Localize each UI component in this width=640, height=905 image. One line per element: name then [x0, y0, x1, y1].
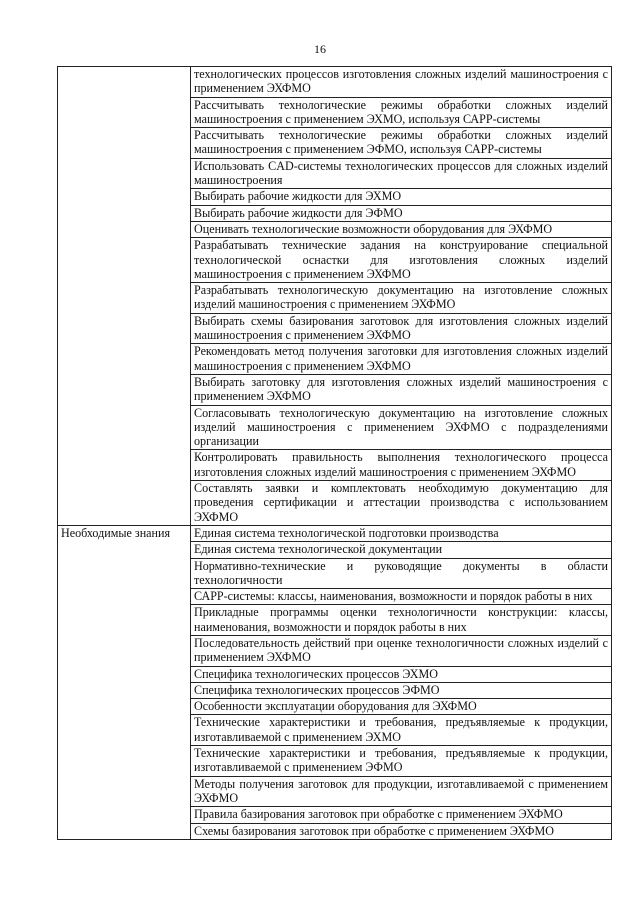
skills-label-cell — [58, 67, 191, 526]
knowledge-item: Единая система технологической документации — [191, 542, 612, 558]
skill-item: технологических процессов изготовления сложных изделий машиностроения с применением ЭХФМО — [191, 67, 612, 98]
skill-item: Разрабатывать технические задания на конструирование специальной технологической оснастки для изготовления сложных изделий машиностроения с применением ЭХФМО — [191, 238, 612, 283]
knowledge-item: Особенности эксплуатации оборудования для ЭХФМО — [191, 699, 612, 715]
knowledge-item: Нормативно-технические и руководящие документы в области технологичности — [191, 558, 612, 589]
skill-item: Составлять заявки и комплектовать необходимую документацию для проведения сертификации и аттестации производства с использованием ЭХФМО — [191, 481, 612, 526]
knowledge-item: Технические характеристики и требования, предъявляемые к продукции, изготавливаемой с применением ЭФМО — [191, 746, 612, 777]
knowledge-item: Специфика технологических процессов ЭХМО — [191, 666, 612, 682]
knowledge-item: Специфика технологических процессов ЭФМО — [191, 682, 612, 698]
table-row — [58, 67, 612, 98]
skill-item: Согласовывать технологическую документацию на изготовление сложных изделий машиностроения с применением ЭХФМО с подразделениями организации — [191, 405, 612, 450]
skill-item: Рассчитывать технологические режимы обработки сложных изделий машиностроения с применением ЭФМО, используя САРР-системы — [191, 128, 612, 159]
knowledge-item: Методы получения заготовок для продукции, изготавливаемой с применением ЭХФМО — [191, 776, 612, 807]
skill-item: Выбирать заготовку для изготовления сложных изделий машиностроения с применением ЭХФМО — [191, 374, 612, 405]
knowledge-item: Технические характеристики и требования, предъявляемые к продукции, изготавливаемой с применением ЭХМО — [191, 715, 612, 746]
knowledge-item: Схемы базирования заготовок при обработке с применением ЭХФМО — [191, 823, 612, 839]
skill-item: Выбирать рабочие жидкости для ЭХМО — [191, 189, 612, 205]
skill-item: Рассчитывать технологические режимы обработки сложных изделий машиностроения с применением ЭХМО, используя САРР-системы — [191, 97, 612, 128]
skill-item: Использовать CAD-системы технологических процессов для сложных изделий машиностроения — [191, 158, 612, 189]
skill-item: Оценивать технологические возможности оборудования для ЭХФМО — [191, 221, 612, 237]
knowledge-item: САРР-системы: классы, наименования, возможности и порядок работы в них — [191, 589, 612, 605]
knowledge-item: Правила базирования заготовок при обработке с применением ЭХФМО — [191, 807, 612, 823]
knowledge-item: Последовательность действий при оценке технологичности сложных изделий с применением ЭХФМО — [191, 635, 612, 666]
skill-item: Разрабатывать технологическую документацию на изготовление сложных изделий машиностроения с применением ЭХФМО — [191, 283, 612, 314]
table-row — [58, 525, 612, 541]
page-number: 16 — [314, 42, 326, 56]
skill-item: Контролировать правильность выполнения технологического процесса изготовления сложных изделий машиностроения с применением ЭХФМО — [191, 450, 612, 481]
knowledge-item: Прикладные программы оценки технологичности конструкции: классы, наименования, возможности и порядок работы в них — [191, 605, 612, 636]
knowledge-label: Необходимые знания — [58, 525, 191, 839]
requirements-table — [57, 66, 612, 840]
skill-item: Рекомендовать метод получения заготовки для изготовления сложных изделий машиностроения с применением ЭХФМО — [191, 344, 612, 375]
skill-item: Выбирать схемы базирования заготовок для изготовления сложных изделий машиностроения с применением ЭХФМО — [191, 313, 612, 344]
skill-item: Выбирать рабочие жидкости для ЭФМО — [191, 205, 612, 221]
knowledge-item: Единая система технологической подготовки производства — [191, 525, 612, 541]
